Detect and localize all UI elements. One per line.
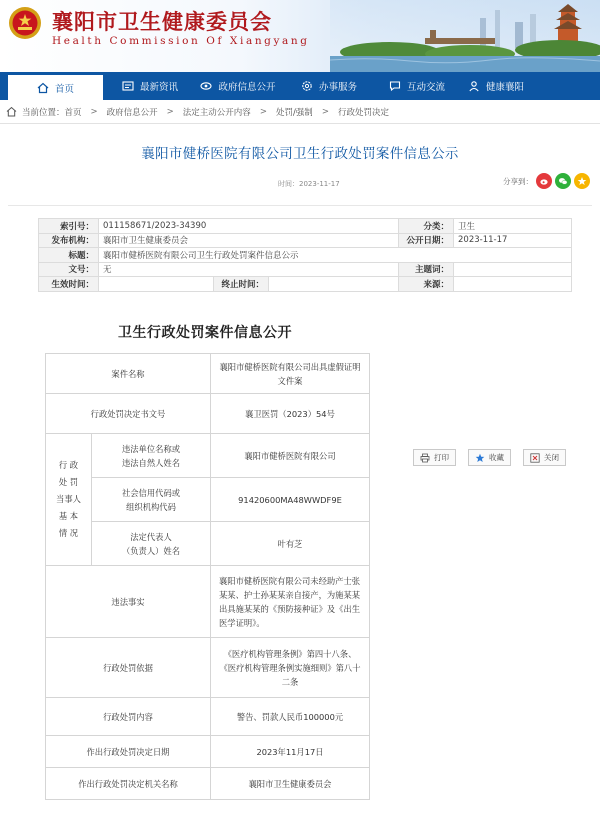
effective-label: 生效时间： xyxy=(39,277,99,292)
section-title: 卫生行政处罚案件信息公开 xyxy=(118,324,292,341)
keyword-value xyxy=(454,262,572,277)
page-tools xyxy=(413,449,578,466)
authority-label: 作出行政处罚决定机关名称 xyxy=(46,768,211,800)
breadcrumb-item-home[interactable]: 首页 xyxy=(64,107,82,118)
wechat-icon[interactable] xyxy=(555,173,571,189)
category-label: 分类： xyxy=(399,219,454,234)
close-icon xyxy=(530,453,540,463)
article-title: 襄阳市健桥医院有限公司卫生行政处罚案件信息公示 xyxy=(141,146,459,162)
nav-label: 首页 xyxy=(54,83,74,95)
date-label: 公开日期： xyxy=(399,233,454,248)
party-name-label: 违法单位名称或 违法自然人姓名 xyxy=(92,434,211,478)
print-label: 打印 xyxy=(434,453,449,462)
nav-item-services[interactable] xyxy=(283,72,375,100)
breadcrumb-item-penalty[interactable]: 处罚/强制 xyxy=(275,107,313,118)
nav-label: 政府信息公开 xyxy=(218,82,276,93)
facts-value: 襄阳市健桥医院有限公司未经助产士张某某、护士孙某某亲自接产，为施某某出具施某某的《预防接种证》及《出生医学证明》。 xyxy=(211,566,370,638)
source-label: 来源： xyxy=(399,277,454,292)
nav-item-healthy-xiangyang[interactable] xyxy=(459,72,533,100)
nav-label: 办事服务 xyxy=(318,82,357,93)
nav-label: 最新资讯 xyxy=(139,82,178,93)
print-button[interactable] xyxy=(413,449,456,466)
basis-label: 行政处罚依据 xyxy=(46,638,211,698)
home-icon xyxy=(37,82,49,94)
site-subtitle: Health Commission Of Xiangyang xyxy=(52,35,310,47)
subject-label: 标题： xyxy=(39,248,99,263)
nav-item-interaction[interactable] xyxy=(375,72,459,100)
authority-value: 襄阳市卫生健康委员会 xyxy=(211,768,370,800)
keyword-label: 主题词： xyxy=(399,262,454,277)
qzone-icon[interactable] xyxy=(574,173,590,189)
decision-date-value: 2023年11月17日 xyxy=(211,736,370,768)
breadcrumb-separator: > xyxy=(321,106,329,117)
nav-item-gov-info[interactable] xyxy=(193,72,283,100)
basis-value: 《医疗机构管理条例》第四十八条、《医疗机构管理条例实施细则》第八十二条 xyxy=(211,638,370,698)
nav-label: 健康襄阳 xyxy=(485,82,524,93)
close-button[interactable] xyxy=(523,449,566,466)
breadcrumb-item-gov-info[interactable]: 政府信息公开 xyxy=(106,107,158,118)
source-value xyxy=(454,277,572,292)
org-label: 发布机构： xyxy=(39,233,99,248)
docno-value: 无 xyxy=(99,262,399,277)
decision-no-label: 行政处罚决定书文号 xyxy=(46,394,211,434)
credit-code-value: 91420600MA48WWDF9E xyxy=(211,478,370,522)
printer-icon xyxy=(420,453,430,463)
eye-icon xyxy=(200,80,212,92)
share-bar xyxy=(503,173,590,189)
effective-value xyxy=(99,277,214,292)
case-info-table xyxy=(45,353,370,800)
site-header xyxy=(0,0,600,72)
breadcrumb-prefix: 当前位置： xyxy=(22,107,65,118)
subject-value: 襄阳市健桥医院有限公司卫生行政处罚案件信息公示 xyxy=(99,248,572,263)
gear-icon xyxy=(301,80,313,92)
facts-label: 违法事实 xyxy=(46,566,211,638)
party-label: 行 政 处 罚 当事人 基 本 情 况 xyxy=(46,434,92,566)
breadcrumb-separator: > xyxy=(166,106,174,117)
org-value: 襄阳市卫生健康委员会 xyxy=(99,233,399,248)
docno-label: 文号： xyxy=(39,262,99,277)
breadcrumb-separator: > xyxy=(90,106,98,117)
star-icon xyxy=(475,453,485,463)
chat-icon xyxy=(389,80,401,92)
site-title[interactable]: 襄阳市卫生健康委员会 xyxy=(52,9,272,34)
article-meta xyxy=(8,176,592,206)
nav-item-home[interactable] xyxy=(8,72,103,100)
nav-label: 互动交流 xyxy=(406,82,445,93)
content-label: 行政处罚内容 xyxy=(46,698,211,736)
party-name-value: 襄阳市健桥医院有限公司 xyxy=(211,434,370,478)
header-banner-scene xyxy=(330,0,600,72)
breadcrumb-separator: > xyxy=(259,106,267,117)
decision-date-label: 作出行政处罚决定日期 xyxy=(46,736,211,768)
case-name-label: 案件名称 xyxy=(46,354,211,394)
category-value: 卫生 xyxy=(454,219,572,234)
document-info-table xyxy=(38,218,572,292)
favorite-label: 收藏 xyxy=(489,453,504,462)
people-icon xyxy=(468,80,480,92)
main-nav xyxy=(0,72,600,100)
date-value: 2023-11-17 xyxy=(454,233,572,248)
content-value: 警告、罚款人民币100000元 xyxy=(211,698,370,736)
breadcrumb-item-decision[interactable]: 行政处罚决定 xyxy=(337,107,389,118)
national-emblem-icon xyxy=(8,6,42,40)
expire-value xyxy=(269,277,399,292)
credit-code-label: 社会信用代码或 组织机构代码 xyxy=(92,478,211,522)
breadcrumb-item-statutory[interactable]: 法定主动公开内容 xyxy=(182,107,251,118)
decision-no-value: 襄卫医罚（2023）54号 xyxy=(211,394,370,434)
close-label: 关闭 xyxy=(544,453,559,462)
news-icon xyxy=(122,80,134,92)
legal-rep-value: 叶有芝 xyxy=(211,522,370,566)
index-label: 索引号： xyxy=(39,219,99,234)
case-name-value: 襄阳市健桥医院有限公司出具虚假证明文件案 xyxy=(211,354,370,394)
expire-label: 终止时间： xyxy=(214,277,269,292)
breadcrumb xyxy=(0,100,600,124)
favorite-button[interactable] xyxy=(468,449,511,466)
index-value: 011158671/2023-34390 xyxy=(99,219,399,234)
weibo-icon[interactable] xyxy=(536,173,552,189)
share-label: 分享到： xyxy=(503,176,533,186)
publish-time: 时间：2023-11-17 xyxy=(278,180,340,188)
nav-item-news[interactable] xyxy=(107,72,193,100)
home-icon xyxy=(6,106,17,117)
legal-rep-label: 法定代表人 （负责人）姓名 xyxy=(92,522,211,566)
